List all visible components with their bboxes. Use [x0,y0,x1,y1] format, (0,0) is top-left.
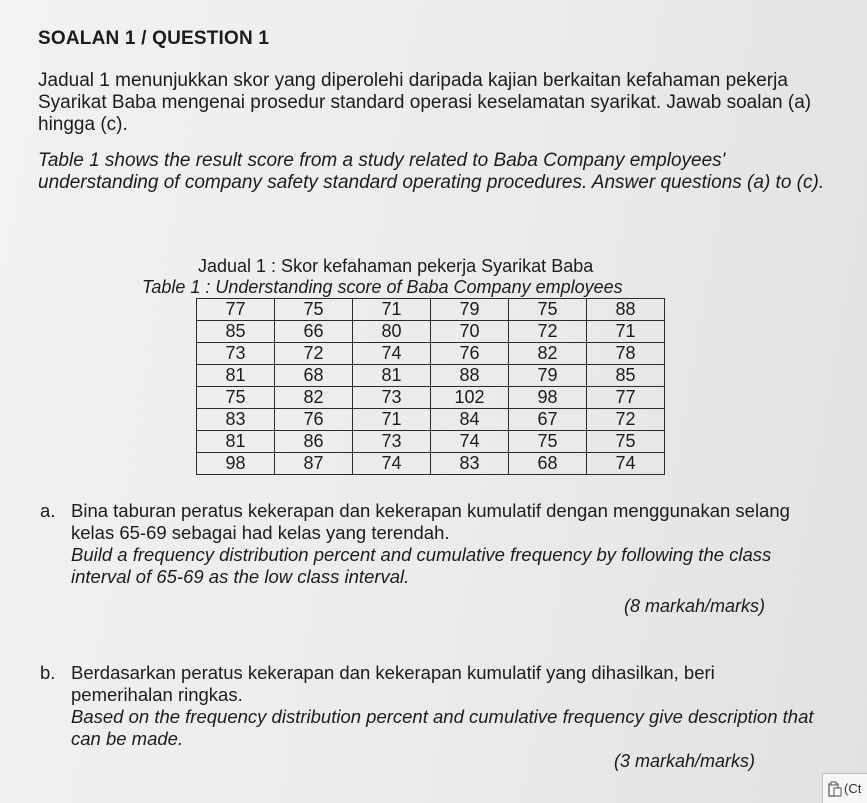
table-cell: 72 [587,409,665,431]
table-cell: 81 [197,431,275,453]
table-cell: 98 [197,453,275,475]
table-cell: 66 [275,321,353,343]
paste-icon [828,781,842,797]
table-cell: 73 [197,343,275,365]
question-b-marks: (3 markah/marks) [614,751,756,771]
table-row [197,365,665,387]
table-cell: 98 [509,387,587,409]
table-cell: 78 [587,343,665,365]
table-row [197,387,665,409]
table-cell: 70 [431,321,509,343]
question-a-label: a. [40,500,56,521]
table-cell: 82 [275,387,353,409]
table-cell: 80 [353,321,431,343]
table-caption-english: Table 1 : Understanding score of Baba Company employees [142,277,623,297]
score-table [196,298,665,475]
question-a-malay: Bina taburan peratus kekerapan dan kekerapan kumulatif dengan menggunakan selang kelas 65-69 sebagai had kelas yang terendah. [71,500,790,543]
question-a-english: Build a frequency distribution percent and cumulative frequency by following the class interval of 65-69 as the low class interval. [71,544,772,587]
table-cell: 83 [197,409,275,431]
table-row [197,431,665,453]
table-row [197,409,665,431]
table-cell: 74 [587,453,665,475]
table-cell: 74 [353,453,431,475]
table-cell: 76 [275,409,353,431]
table-cell: 88 [431,365,509,387]
table-cell: 102 [431,387,509,409]
table-cell: 85 [587,365,665,387]
table-row [197,343,665,365]
table-cell: 85 [197,321,275,343]
intro-english: Table 1 shows the result score from a study related to Baba Company employees' understanding of company safety standard operating procedures. Answer questions (a) to (c). [38,150,825,193]
table-cell: 86 [275,431,353,453]
table-cell: 73 [353,431,431,453]
question-heading: SOALAN 1 / QUESTION 1 [38,28,270,49]
table-cell: 74 [353,343,431,365]
table-cell: 77 [587,387,665,409]
table-cell: 76 [431,343,509,365]
table-cell: 71 [353,409,431,431]
table-cell: 72 [509,321,587,343]
table-cell: 68 [509,453,587,475]
paste-options-label: (Ct [844,781,862,796]
paste-options-button[interactable] [822,773,867,803]
table-cell: 67 [509,409,587,431]
table-row [197,299,665,321]
table-cell: 88 [587,299,665,321]
table-cell: 73 [353,387,431,409]
table-cell: 72 [275,343,353,365]
table-cell: 81 [353,365,431,387]
table-cell: 75 [197,387,275,409]
table-cell: 83 [431,453,509,475]
table-cell: 82 [509,343,587,365]
table-row [197,321,665,343]
table-row [197,453,665,475]
table-cell: 87 [275,453,353,475]
question-b-english: Based on the frequency distribution percent and cumulative frequency give description that can be made. [71,706,814,749]
table-cell: 75 [509,431,587,453]
table-cell: 68 [275,365,353,387]
question-a-marks: (8 markah/marks) [624,596,766,616]
table-cell: 79 [431,299,509,321]
table-cell: 74 [431,431,509,453]
question-b-malay: Berdasarkan peratus kekerapan dan kekerapan kumulatif yang dihasilkan, beri pemerihalan ringkas. [71,662,715,705]
table-cell: 75 [275,299,353,321]
table-cell: 84 [431,409,509,431]
table-cell: 71 [353,299,431,321]
intro-malay: Jadual 1 menunjukkan skor yang diperolehi daripada kajian berkaitan kefahaman pekerja Syarikat Baba mengenai prosedur standard operasi keselamatan syarikat. Jawab soalan (a) hingga (c). [38,70,812,135]
question-b-label: b. [40,662,56,683]
table-cell: 71 [587,321,665,343]
table-cell: 75 [587,431,665,453]
table-cell: 77 [197,299,275,321]
table-cell: 75 [509,299,587,321]
table-caption-malay: Jadual 1 : Skor kefahaman pekerja Syarikat Baba [198,256,594,276]
table-cell: 79 [509,365,587,387]
table-cell: 81 [197,365,275,387]
